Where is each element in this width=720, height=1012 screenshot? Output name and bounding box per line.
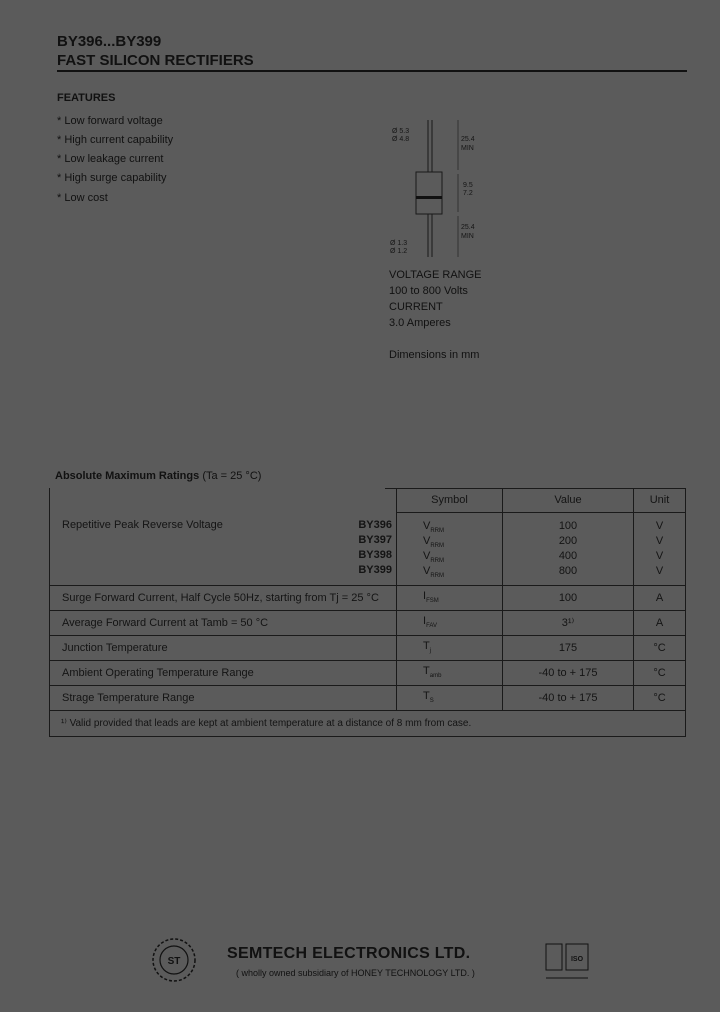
footnote: ¹⁾ Valid provided that leads are kept at ambient temperature at a distance of 8 mm from case.: [49, 710, 685, 737]
voltage-value: 100 to 800 Volts: [389, 285, 468, 297]
table-row: [49, 610, 685, 635]
value-ifav: 3¹⁾: [503, 610, 634, 635]
certification-mark: [544, 942, 592, 986]
features-heading: FEATURES: [57, 92, 116, 104]
col-symbol: Symbol: [397, 488, 503, 513]
table-row: [49, 585, 685, 610]
cathode-band: [416, 196, 442, 199]
page-title: BY396...BY399: [57, 33, 162, 50]
feature-item: * Low cost: [57, 192, 108, 204]
cert-mark-text: ISO: [570, 956, 584, 963]
dimensions-note: Dimensions in mm: [389, 349, 480, 361]
value-vrrm: 200: [558, 535, 578, 547]
value-vrrm: 100: [558, 520, 578, 532]
feature-item: * Low forward voltage: [57, 115, 163, 127]
table-row: [49, 635, 685, 660]
dim-wire-dia: Ø 1.2: [390, 248, 408, 255]
unit-ifav: A: [634, 610, 686, 635]
param-ifsm: Surge Forward Current, Half Cycle 50Hz, starting from Tj = 25 °C: [49, 585, 397, 610]
symbol-tamb: $T_{amb}$: [397, 660, 503, 685]
value-ifsm: 100: [503, 585, 634, 610]
symbol-tj: $T_j$: [397, 635, 503, 660]
current-label: CURRENT: [389, 301, 443, 313]
dim-lead-dia: Ø 5.3: [392, 128, 410, 135]
table-row: [49, 513, 685, 586]
value-vrrm: 800: [558, 565, 578, 577]
table-row: [49, 660, 685, 685]
value-vrrm: 400: [558, 550, 578, 562]
dim-top-length: 25.4: [461, 136, 475, 143]
part-number: BY396: [358, 518, 392, 531]
param-vrrm: Repetitive Peak Reverse Voltage: [62, 518, 223, 531]
param-tamb: Ambient Operating Temperature Range: [49, 660, 397, 685]
unit-vrrm: V: [655, 550, 664, 562]
value-tamb: -40 to + 175: [503, 660, 634, 685]
feature-item: * Low leakage current: [57, 153, 164, 165]
unit-vrrm: V: [655, 520, 664, 532]
dim-wire-dia: Ø 1.3: [390, 240, 408, 247]
table-row: [49, 685, 685, 710]
title-divider: [57, 70, 687, 72]
ratings-condition: (Ta = 25 °C): [202, 470, 262, 482]
company-subsidiary: ( wholly owned subsidiary of HONEY TECHNOLOGY LTD. ): [236, 968, 475, 978]
page-subtitle: FAST SILICON RECTIFIERS: [57, 52, 254, 69]
feature-item: * High surge capability: [57, 172, 167, 184]
table-header-row: [49, 488, 685, 513]
table-footnote-row: [49, 710, 685, 737]
symbol-ts: $T_S$: [397, 685, 503, 710]
table-right-border: [685, 488, 686, 736]
value-tj: 175: [503, 635, 634, 660]
unit-vrrm: V: [655, 535, 664, 547]
unit-tamb: °C: [634, 660, 686, 685]
ratings-heading: [55, 470, 261, 482]
feature-item: * High current capability: [57, 134, 174, 146]
current-value: 3.0 Amperes: [389, 317, 451, 329]
voltage-label: VOLTAGE RANGE: [389, 269, 482, 281]
param-ts: Strage Temperature Range: [49, 685, 397, 710]
symbol-vrrm: $V_{RRM}$ $V_{RRM}$ $V_{RRM}$ $V_{RRM}$: [397, 513, 503, 586]
part-number: BY398: [358, 548, 392, 561]
unit-vrrm: V: [655, 565, 664, 577]
unit-ts: °C: [634, 685, 686, 710]
dim-body-length: 9.5: [463, 182, 473, 189]
semtech-logo: [146, 934, 206, 988]
company-name: SEMTECH ELECTRONICS LTD.: [227, 945, 471, 962]
part-number: BY397: [358, 533, 392, 546]
dim-bottom-min: MIN: [461, 233, 474, 240]
symbol-ifsm: $I_{FSM}$: [397, 585, 503, 610]
dim-lead-dia: Ø 4.8: [392, 136, 410, 143]
part-numbers: [358, 518, 392, 578]
logo-mark-text: ST: [167, 956, 181, 967]
col-unit: Unit: [634, 488, 686, 513]
dim-body-length: 7.2: [463, 190, 473, 197]
ratings-table: [49, 488, 685, 737]
ratings-heading-text: Absolute Maximum Ratings: [55, 470, 200, 482]
param-tj: Junction Temperature: [49, 635, 397, 660]
col-value: Value: [503, 488, 634, 513]
dim-bottom-length: 25.4: [461, 224, 475, 231]
dim-top-min: MIN: [461, 145, 474, 152]
unit-tj: °C: [634, 635, 686, 660]
param-ifav: Average Forward Current at Tamb = 50 °C: [49, 610, 397, 635]
value-ts: -40 to + 175: [503, 685, 634, 710]
part-number: BY399: [358, 563, 392, 576]
unit-ifsm: A: [634, 585, 686, 610]
symbol-ifav: $I_{FAV}$: [397, 610, 503, 635]
diode-body: [416, 172, 442, 214]
